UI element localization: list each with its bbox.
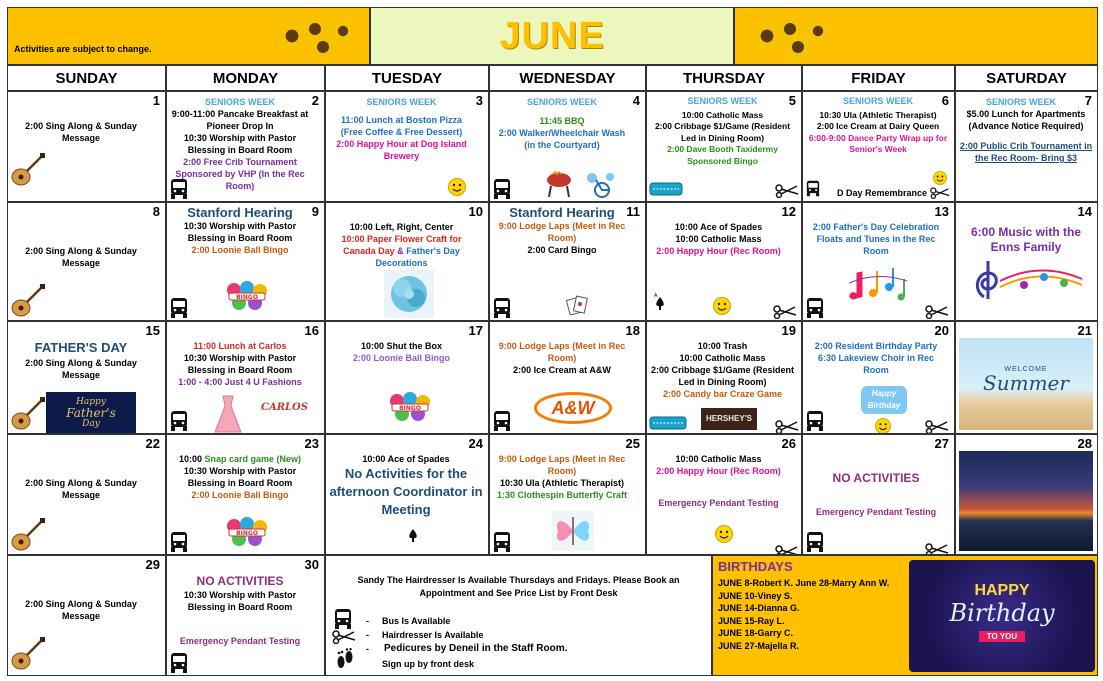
butterfly-craft-icon [552, 511, 594, 551]
bingo-balls-icon [225, 517, 269, 547]
event-text: 10:00 Left, Right, Center [349, 222, 454, 232]
event-text: 11:00 Lunch at Carlos [193, 341, 287, 351]
aw-logo: A&W [534, 392, 612, 424]
event-text: 10:00 Catholic Mass [675, 454, 762, 464]
day-number: 29 [145, 557, 160, 572]
scissors-icon [925, 420, 949, 434]
day-number: 23 [304, 436, 319, 451]
event-text: NO ACTIVITIES [196, 574, 284, 588]
seniors-week-label: SENIORS WEEK [366, 97, 437, 107]
day-header-saturday: SATURDAY [955, 65, 1098, 91]
bus-icon [493, 297, 511, 319]
welcome-summer-image [959, 338, 1093, 430]
dash: - [366, 630, 369, 640]
playing-cards-icon [566, 295, 588, 315]
music-notes-icon [847, 265, 909, 307]
event-text: 1:00 - 4:00 Just 4 U Fashions [178, 377, 302, 387]
day-cell-29 [7, 555, 166, 676]
event-text: 2:00 Cribbage $1/Game (Resident Led in Dining Room) [654, 121, 791, 143]
amp-text: & [394, 246, 407, 256]
event-text: Father's Day Decorations [375, 246, 460, 268]
svg-text:A: A [654, 293, 658, 299]
day-number: 27 [934, 436, 949, 451]
day-cell-7 [955, 91, 1098, 202]
event-text: NO ACTIVITIES [832, 471, 920, 485]
day-cell-5 [646, 91, 802, 202]
day-number: 15 [145, 323, 160, 338]
bus-icon [170, 178, 188, 200]
day-cell-19 [646, 321, 802, 434]
card-text: Happy [76, 397, 106, 407]
day-cell-17 [325, 321, 489, 434]
day-number: 3 [475, 93, 483, 108]
event-text: 10:00 Shut the Box [360, 341, 443, 351]
event-text: 10:30 Ula (Athletic Therapist) [499, 478, 625, 488]
event-text: 9:00 Lodge Laps (Meet in Rec Room) [498, 341, 626, 363]
event-text: 2:00 Public Crib Tournament in the Rec Room- Bring $3 [959, 141, 1093, 163]
day-cell-16 [166, 321, 325, 434]
paper-flower-icon [384, 270, 434, 318]
scissors-icon [925, 305, 949, 319]
card-text: HAPPY [974, 582, 1030, 599]
event-text: 10:30 Ula (Athletic Therapist) [819, 109, 937, 120]
day-number: 11 [626, 204, 640, 219]
bbq-grill-icon [545, 170, 573, 198]
smiley-icon [875, 418, 891, 434]
day-number: 9 [311, 204, 319, 219]
birthday-item: JUNE 10-Viney S. [718, 590, 793, 601]
event-text: 2:00 Candy bar Craze Game [662, 389, 783, 399]
scissors-icon [775, 545, 799, 555]
event-text: Emergency Pendant Testing [815, 507, 937, 517]
day-number: 1 [152, 93, 160, 108]
guitar-icon [10, 517, 46, 553]
card-text: Birthday [949, 599, 1055, 627]
seniors-week-label: SENIORS WEEK [842, 96, 913, 106]
treble-clef-music-icon [970, 259, 1086, 301]
legend-pedicures: Pedicures by Deneil in the Staff Room. [384, 643, 568, 654]
birthday-item: JUNE 15-Ray L. [718, 615, 785, 626]
june-calendar [7, 7, 1098, 676]
day-cell-14 [955, 202, 1098, 321]
scissors-icon [773, 305, 797, 319]
day-cell-4 [489, 91, 646, 202]
event-text: 2:00 Ice Cream at A&W [513, 365, 611, 375]
day-cell-24 [325, 434, 489, 555]
event-text: 10:00 Trash [697, 341, 748, 351]
day-number: 26 [781, 436, 796, 451]
ace-of-spades-icon [653, 291, 667, 319]
event-text: 9:00-11:00 Pancake Breakfast at Pioneer Drop In [171, 109, 309, 131]
event-text: 11:45 BBQ [539, 116, 585, 126]
day-cell-2 [166, 91, 325, 202]
event-text: 10:00 Ace of Spades [674, 222, 763, 232]
day-cell-9 [166, 202, 325, 321]
event-title: FATHER'S DAY [34, 340, 128, 355]
bus-icon [806, 410, 824, 432]
event-text: 2:00 Sing Along & Sunday Message [25, 121, 137, 143]
sunset-ocean-image [959, 451, 1093, 551]
day-cell-27 [802, 434, 955, 555]
seniors-week-label: SENIORS WEEK [204, 97, 275, 107]
scissors-icon [775, 184, 799, 198]
event-text: 2:00 Free Crib Tournament Sponsored by VHP (In the Rec Room) [175, 157, 305, 191]
header-left-banner [7, 7, 370, 65]
day-number: 2 [311, 93, 319, 108]
guitar-icon [10, 396, 46, 432]
day-cell-1 [7, 91, 166, 202]
event-text: 2:00 Happy Hour at Dog Island Brewery [336, 139, 467, 161]
event-text: 2:00 Loonie Ball Bingo [191, 245, 289, 255]
event-text: 2:00 Cribbage $1/Game (Resident Led in Dining Room) [650, 365, 795, 387]
day-number: 20 [934, 323, 949, 338]
day-number: 17 [468, 323, 483, 338]
event-text: 10:30 Worship with Pastor Blessing in Board Room [183, 133, 297, 155]
day-number: 5 [788, 93, 796, 108]
event-text: 6:30 Lakeview Choir in Rec Room [817, 353, 935, 375]
bus-icon [170, 410, 188, 432]
d-day-remembrance: D Day Remembrance [837, 188, 928, 198]
event-text: 10:00 Catholic Mass [681, 109, 764, 120]
footprints-icon [334, 648, 356, 670]
scissors-icon [775, 420, 799, 434]
sunflower-icon [274, 12, 356, 62]
scissors-icon [332, 630, 356, 644]
day-header-friday: FRIDAY [802, 65, 955, 91]
event-text: Emergency Pendant Testing [658, 498, 779, 508]
event-text: 2:00 Loonie Ball Bingo [352, 353, 450, 363]
smiley-icon [715, 525, 733, 543]
smiley-icon [713, 297, 731, 315]
guitar-icon [10, 636, 46, 672]
day-number: 22 [145, 436, 160, 451]
card-text: TO YOU [979, 631, 1025, 642]
birthdays-title: BIRTHDAYS [718, 559, 793, 574]
summer-text: Summer [983, 371, 1069, 395]
hersheys-bar: HERSHEY'S [701, 408, 757, 430]
event-text: 2:00 Happy Hour (Rec Room) [656, 466, 781, 476]
birthdays-panel [712, 555, 1098, 676]
bus-icon [806, 297, 824, 319]
event-text: 6:00-9:00 Dance Party Wrap up for Senior's Week [808, 132, 948, 154]
day-cell-8 [7, 202, 166, 321]
legend-hairdresser: Hairdresser Is Available [382, 630, 484, 640]
dash: - [366, 616, 369, 626]
welcome-text: WELCOME [1004, 366, 1048, 373]
event-text: 9:00 Lodge Laps (Meet in Rec Room) [498, 221, 626, 243]
cribbage-board-icon [649, 182, 683, 196]
pink-dress-icon [211, 394, 245, 434]
event-title: Stanford Hearing [509, 205, 615, 220]
day-cell-30 [166, 555, 325, 676]
bus-icon [493, 178, 511, 200]
event-text: 6:00 Music with the Enns Family [970, 225, 1082, 254]
birthday-item: JUNE 27-Majella R. [718, 640, 800, 651]
day-header-sunday: SUNDAY [7, 65, 166, 91]
birthday-item: JUNE 8-Robert K. June 28-Marry Ann W. [718, 578, 890, 588]
day-header-monday: MONDAY [166, 65, 325, 91]
event-text: 2:00 Card Bingo [527, 245, 597, 255]
legend-signup: Sign up by front desk [382, 659, 475, 669]
event-text: 2:00 Ice Cream at Dairy Queen [816, 121, 940, 131]
event-text: 10:30 Worship with Pastor Blessing in Board Room [183, 221, 297, 243]
day-number: 28 [1077, 436, 1092, 451]
day-cell-12 [646, 202, 802, 321]
day-number: 8 [152, 204, 160, 219]
event-text: 2:00 Sing Along & Sunday Message [25, 246, 137, 268]
day-cell-3 [325, 91, 489, 202]
birthday-item: JUNE 18-Garry C. [718, 628, 794, 639]
day-cell-18 [489, 321, 646, 434]
day-number: 30 [304, 557, 319, 572]
birthday-cake-icon: Happy Birthday [861, 386, 907, 414]
bus-icon [334, 608, 352, 630]
scissors-icon [925, 543, 949, 555]
day-header-wednesday: WEDNESDAY [489, 65, 646, 91]
event-text: Emergency Pendant Testing [179, 636, 301, 646]
seniors-week-label: SENIORS WEEK [687, 96, 758, 106]
dash: - [366, 644, 369, 654]
day-number: 21 [1077, 323, 1092, 338]
day-cell-11 [489, 202, 646, 321]
day-cell-6 [802, 91, 955, 202]
ace-of-spades-icon [406, 523, 420, 551]
legend-bus: Bus Is Available [382, 616, 451, 626]
header-right-banner [734, 7, 1098, 65]
event-text: No Activities for the afternoon Coordinator in Meeting [329, 466, 483, 517]
event-text: 9:00 Lodge Laps (Meet in Rec Room) [498, 454, 626, 476]
event-time: 10:00 [178, 454, 205, 464]
event-text: 2:00 Loonie Ball Bingo [191, 490, 289, 500]
info-legend-box [325, 555, 712, 676]
month-title: JUNE [499, 14, 605, 57]
seniors-week-label: SENIORS WEEK [985, 97, 1056, 107]
day-cell-21 [955, 321, 1098, 434]
bus-icon [493, 531, 511, 553]
event-text: 2:00 Dave Booth Taxidermy Sponsored Bingo [667, 144, 778, 166]
birthday-list [718, 577, 889, 653]
cribbage-board-icon [649, 416, 687, 430]
event-text: 2:00 Sing Along & Sunday Message [25, 358, 137, 380]
bus-icon [806, 531, 824, 553]
month-banner [370, 7, 734, 65]
event-text: 2:00 Happy Hour (Rec Room) [656, 246, 781, 256]
day-number: 18 [625, 323, 640, 338]
change-note: Activities are subject to change. [14, 44, 152, 54]
event-text: 2:00 Sing Along & Sunday Message [25, 599, 137, 621]
day-number: 19 [781, 323, 796, 338]
event-text: Snap card game (New) [204, 454, 302, 464]
day-number: 12 [781, 204, 796, 219]
event-text: 10:30 Worship with Pastor Blessing in Board Room [183, 353, 297, 375]
event-text: 10:30 Worship with Pastor Blessing in Board Room [183, 590, 297, 612]
smiley-icon [933, 171, 947, 185]
bingo-balls-icon [388, 392, 432, 422]
wheelchair-wash-icon [584, 172, 620, 198]
bus-icon [806, 180, 820, 197]
event-text: 2:00 Sing Along & Sunday Message [25, 478, 137, 500]
day-number: 10 [468, 204, 483, 219]
event-text: $5.00 Lunch for Apartments (Advance Notice Required) [966, 109, 1086, 131]
day-number: 14 [1077, 204, 1092, 219]
day-cell-28 [955, 434, 1098, 555]
event-text: 10:00 Catholic Mass [675, 234, 762, 244]
day-cell-22 [7, 434, 166, 555]
day-cell-23 [166, 434, 325, 555]
day-cell-10 [325, 202, 489, 321]
day-number: 24 [468, 436, 483, 451]
bus-icon [170, 652, 188, 674]
bus-icon [170, 297, 188, 319]
guitar-icon [10, 152, 46, 188]
day-cell-25 [489, 434, 646, 555]
day-number: 7 [1084, 93, 1092, 108]
day-number: 25 [625, 436, 640, 451]
day-number: 16 [304, 323, 319, 338]
event-text: 10:00 Paper Flower Craft for Canada Day [341, 234, 462, 256]
event-text: 2:00 Resident Birthday Party [814, 341, 938, 351]
happy-birthday-card [909, 560, 1095, 672]
bus-icon [170, 531, 188, 553]
day-cell-20 [802, 321, 955, 434]
day-number: 4 [632, 93, 640, 108]
seniors-week-label: SENIORS WEEK [526, 97, 597, 107]
day-cell-15 [7, 321, 166, 434]
event-text: 10:00 Ace of Spades [362, 454, 450, 464]
event-text: 2:00 Walker/Wheelchair Wash (in the Courtyard) [498, 128, 626, 150]
bus-icon [493, 410, 511, 432]
bingo-balls-icon [225, 281, 269, 311]
event-title: Stanford Hearing [187, 205, 293, 220]
fathers-day-card [46, 392, 136, 434]
scissors-icon [930, 186, 950, 200]
day-cell-13 [802, 202, 955, 321]
day-header-tuesday: TUESDAY [325, 65, 489, 91]
event-text: 2:00 Father's Day Celebration Floats and Tunes in the Rec Room [812, 222, 940, 256]
event-text: 10:30 Worship with Pastor Blessing in Board Room [183, 466, 297, 488]
day-cell-26 [646, 434, 802, 555]
smiley-icon [448, 178, 466, 196]
carlos-logo: CARLOS [261, 402, 308, 413]
day-header-thursday: THURSDAY [646, 65, 802, 91]
day-number: 6 [941, 93, 949, 108]
day-number: 13 [934, 204, 949, 219]
sunflower-icon [749, 12, 831, 62]
card-text: Day [82, 419, 100, 429]
event-text: 1:30 Clothespin Butterfly Craft [496, 490, 628, 500]
event-text: 10:00 Catholic Mass [679, 353, 766, 363]
birthday-item: JUNE 14-Dianna G. [718, 603, 800, 614]
event-text: 11:00 Lunch at Boston Pizza (Free Coffee & Free Dessert) [340, 115, 463, 137]
card-text: Father's [66, 406, 116, 420]
hairdresser-info: Sandy The Hairdresser Is Available Thursdays and Fridays. Please Book an Appointment and See Price List by Front Desk [357, 575, 680, 598]
guitar-icon [10, 283, 46, 319]
